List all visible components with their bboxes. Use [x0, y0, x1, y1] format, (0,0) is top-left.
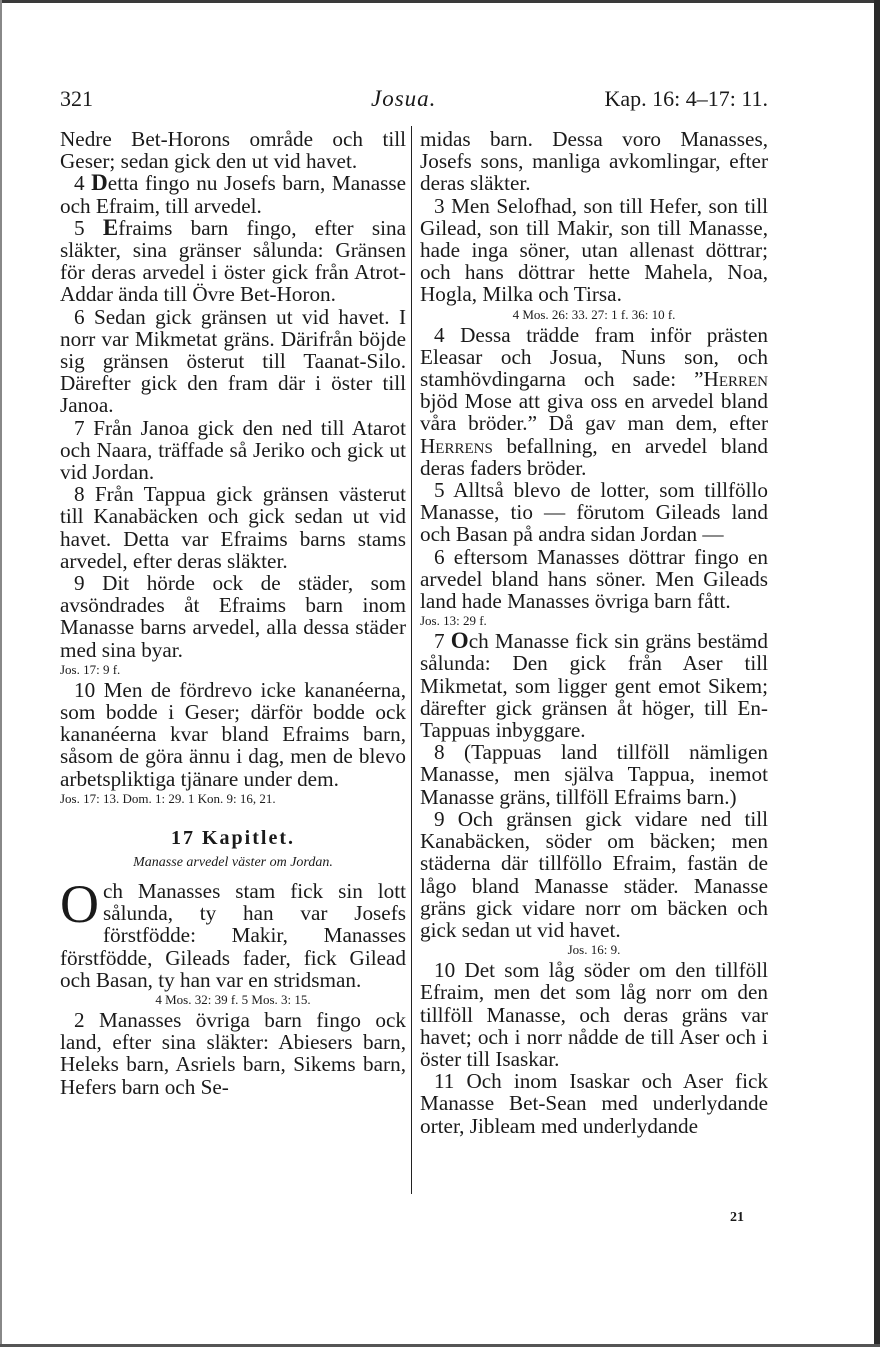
cross-reference: Jos. 17: 9 f.	[60, 661, 121, 677]
verse-17-4: 4 Dessa trädde fram inför prästen Eleasar och Josua, Nuns son, och stamhövdingarna och sade: ”Herren bjöd Mose att giva oss en arvedel bland våra bröder.” Då gav man dem, efter Herrens befallning, en arvedel bland deras faders bröder.	[420, 322, 768, 480]
verse-16-9: 9 Dit hörde ock de städer, som avsöndrades åt Efraims barn inom Manasse barns arvedel, alla dessa städer med sina byar.	[60, 571, 406, 662]
verse-17-8: 8 (Tappuas land tillföll nämligen Manasse, men själva Tappua, inemot Manasse gräns, tillföll Efraims barn.)	[420, 740, 768, 809]
verse-17-5: 5 Alltså blevo de lotter, som tillföllo Manasse, tio — förutom Gileads land och Basan på andra sidan Jordan —	[420, 478, 768, 547]
cross-reference: Jos. 17: 13. Dom. 1: 29. 1 Kon. 9: 16, 21.	[60, 790, 276, 806]
scan-edge-top	[0, 0, 880, 3]
verse-17-6: 6 eftersom Manasses döttrar fingo en arvedel bland hans söner. Men Gileads land hade Manasses övriga barn fått.	[420, 544, 768, 614]
chapter-heading: 17 Kapitlet.	[171, 826, 295, 849]
continued-paragraph: midas barn. Dessa voro Manasses, Josefs sons, manliga avkomlingar, efter deras släkter.	[420, 127, 768, 196]
verse-16-10: 10 Men de fördrevo icke kananéerna, som bodde i Geser; därför bodde ock kananéerna kvar bland Efraims barn, såsom de göra ännu i dag, men de blevo arbetspliktiga tjänare under dem.	[60, 677, 406, 791]
verse-17-3: 3 Men Selofhad, son till Hefer, son till Gilead, son till Makir, son till Manasse, hade inga söner, utan allenast döttrar; och hans döttrar hette Mahela, Noa, Hogla, Milka och Tirsa.	[420, 193, 768, 307]
verse-16-7: 7 Från Janoa gick den ned till Atarot och Naara, träffade så Jeriko och gick ut vid Jordan.	[60, 415, 406, 485]
book-title: Josua.	[371, 86, 437, 111]
verse-17-11: 11 Och inom Isaskar och Aser fick Manasse Bet-Sean med underlydande orter, Jibleam med underlydande	[420, 1069, 768, 1138]
scan-edge-left	[0, 0, 2, 1347]
continued-paragraph: Nedre Bet-Horons område och till Geser; sedan gick den ut vid havet.	[60, 127, 406, 174]
left-column	[60, 128, 406, 1098]
cross-reference: 4 Mos. 26: 33. 27: 1 f. 36: 10 f.	[512, 306, 676, 322]
cross-reference: Jos. 16: 9.	[567, 942, 621, 958]
verse-17-10: 10 Det som låg söder om den tillföll Efraim, men det som låg norr om den tillföll Manasse, och deras gräns var havet; och i norr nådde de till Aser och i öster till Isaskar.	[420, 958, 768, 1071]
verse-17-1: Och Manasses stam fick sin lott sålunda, ty han var Josefs förstfödde: Makir, Manasses förstfödde, Gileads fader, fick Gilead och Basan, ty han var en stridsman.	[60, 873, 406, 992]
column-divider	[411, 126, 412, 1194]
running-header	[60, 86, 768, 118]
verse-16-8: 8 Från Tappua gick gränsen västerut till Kanabäcken och gick sedan ut vid havet. Detta var Efraims barns stams arvedel, efter deras släkter.	[60, 482, 406, 573]
chapter-range: Kap. 16: 4–17: 11.	[604, 86, 768, 111]
signature-number: 21	[730, 1210, 744, 1225]
verse-16-6: 6 Sedan gick gränsen ut vid havet. I norr var Mikmetat gräns. Därifrån böjde sig gränsen österut till Taanat-Silo. Därefter gick den fram där i öster till Janoa.	[60, 304, 406, 418]
right-column	[420, 128, 768, 1137]
chapter-summary: Manasse arvedel väster om Jordan.	[133, 854, 333, 870]
verse-17-2: 2 Manasses övriga barn fingo ock land, efter sina släkter: Abiesers barn, Heleks barn, Asriels barn, Sikems barn, Hefers barn och Se-	[60, 1007, 406, 1099]
verse-17-7: 7 Och Manasse fick sin gräns bestämd sålunda: Den gick från Aser till Mikmetat, som ligger gent emot Sikem; därefter gick gränsen åt höger, till En-Tappuas inbyggare.	[420, 628, 768, 743]
verse-16-5: 5 Efraims barn fingo, efter sina släkter, sina gränser sålunda: Gränsen för deras arvedel i öster gick från Atrot-Addar ända till Övre Bet-Horon.	[60, 214, 406, 307]
verse-17-9: 9 Och gränsen gick vidare ned till Kanabäcken, söder om bäcken; men städerna där tillföllo Efraim, fastän de lågo bland Manasse städer. Manasse gräns gick vidare norr om bäcken och gick sedan ut vid havet.	[420, 806, 768, 942]
scan-edge-right	[874, 0, 880, 1347]
verse-16-4: 4 Detta fingo nu Josefs barn, Manasse och Efraim, till arvedel.	[60, 170, 406, 218]
drop-cap: O	[60, 873, 99, 934]
cross-reference: 4 Mos. 32: 39 f. 5 Mos. 3: 15.	[155, 991, 311, 1007]
page-number: 321	[60, 86, 93, 111]
cross-reference: Jos. 13: 29 f.	[420, 613, 487, 629]
